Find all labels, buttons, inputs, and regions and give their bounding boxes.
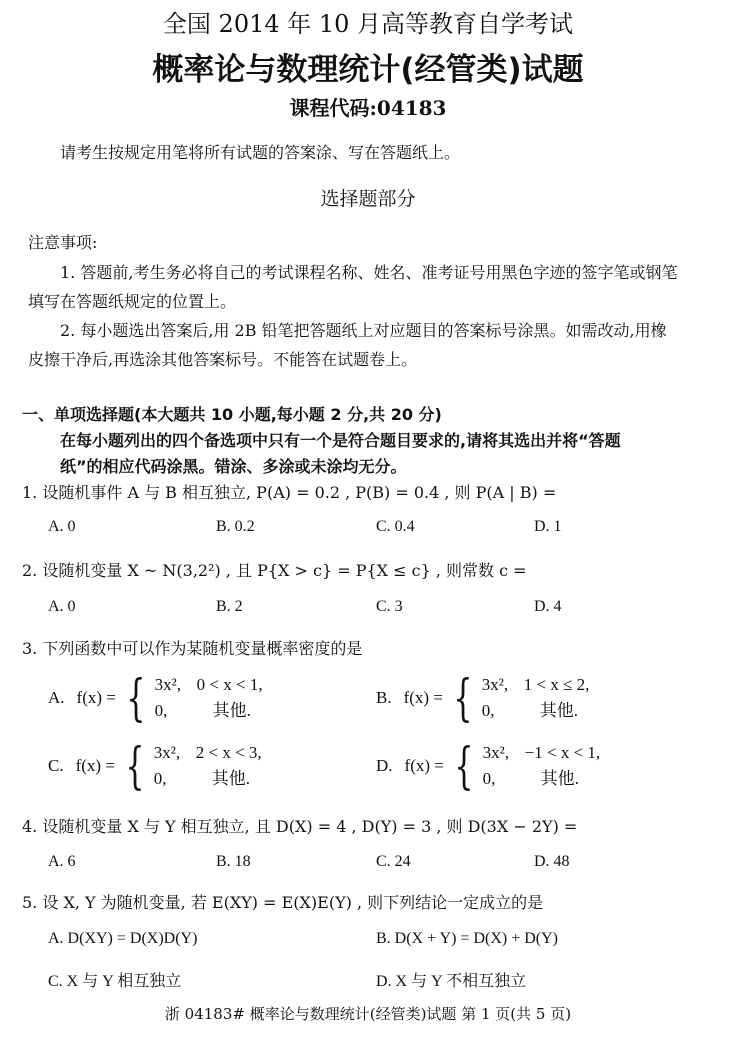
brace-icon: { [126,669,146,727]
q5-option-a: A. D(XY) = D(X)D(Y) [48,930,198,947]
note-2-line-2: 皮擦干净后,再选涂其他答案标号。不能答在试题卷上。 [28,350,418,369]
q3-option-b [376,669,590,727]
brace-icon: { [125,737,145,795]
q1-option-a: A. 0 [48,518,76,535]
q2-option-b: B. 2 [216,598,243,615]
q3-b-case1-cond: 1 < x ≤ 2, [523,675,590,694]
page-footer: 浙 04183# 概率论与数理统计(经管类)试题 第 1 页(共 5 页) [164,1005,572,1023]
q3-c-case1-expr: 3x², [153,743,181,762]
q3-b-case2-cond: 其他. [539,701,578,720]
q5-option-d: D. X 与 Y 不相互独立 [376,973,527,990]
part1-desc-line-2: 纸”的相应代码涂黑。错涂、多涂或未涂均无分。 [60,457,407,476]
q3-c-label: C. [48,756,64,775]
q2-option-a: A. 0 [48,598,76,615]
q5-option-b: B. D(X + Y) = D(X) + D(Y) [376,930,558,947]
q3-option-c [48,737,262,795]
q5-option-c: C. X 与 Y 相互独立 [48,973,182,990]
q3-c-case1-cond: 2 < x < 3, [195,743,262,762]
section-title: 选择题部分 [320,188,416,210]
q3-b-case2-expr: 0, [481,701,495,720]
instruction: 请考生按规定用笔将所有试题的答案涂、写在答题纸上。 [60,143,461,162]
q3-c-func: f(x) = [75,756,115,775]
note-1-line-2: 填写在答题纸规定的位置上。 [28,292,237,311]
q3-c-case2-expr: 0, [153,769,167,788]
q3-option-a [48,669,263,727]
course-code: 课程代码:04183 [289,96,447,120]
paper-title: 概率论与数理统计(经管类)试题 [152,52,584,88]
q3-b-case1-expr: 3x², [481,675,509,694]
note-1-line-1: 1. 答题前,考生务必将自己的考试课程名称、姓名、准考证号用黑色字迹的签字笔或钢笔 [60,263,678,282]
q1-option-c: C. 0.4 [376,518,415,535]
part1-desc-line-1: 在每小题列出的四个备选项中只有一个是符合题目要求的,请将其选出并将“答题 [60,431,621,450]
q4-stem: 4. 设随机变量 X 与 Y 相互独立, 且 D(X) = 4 , D(Y) = 3 , 则 D(3X − 2Y) = [22,817,578,836]
q3-d-case1-cond: −1 < x < 1, [524,743,601,762]
q4-option-a: A. 6 [48,853,76,870]
q2-option-d: D. 4 [534,598,562,615]
q1-option-b: B. 0.2 [216,518,255,535]
q3-a-func: f(x) = [76,688,116,707]
part1-heading: 一、单项选择题(本大题共 10 小题,每小题 2 分,共 20 分) [22,405,442,424]
q3-d-case1-expr: 3x², [482,743,510,762]
brace-icon: { [454,737,474,795]
q1-option-d: D. 1 [534,518,562,535]
note-2-line-1: 2. 每小题选出答案后,用 2B 铅笔把答题纸上对应题目的答案标号涂黑。如需改动,用橡 [60,321,667,340]
q5-stem: 5. 设 X, Y 为随机变量, 若 E(XY) = E(X)E(Y) , 则下列结论一定成立的是 [22,893,544,912]
q4-option-b: B. 18 [216,853,251,870]
q4-option-d: D. 48 [534,853,570,870]
q3-a-case2-cond: 其他. [212,701,251,720]
q3-b-label: B. [376,688,392,707]
brace-icon: { [453,669,473,727]
q3-d-case2-cond: 其他. [540,769,579,788]
q3-a-case1-cond: 0 < x < 1, [196,675,263,694]
q3-d-func: f(x) = [404,756,444,775]
q1-stem: 1. 设随机事件 A 与 B 相互独立, P(A) = 0.2 , P(B) = 0.4 , 则 P(A | B) = [22,483,557,502]
q3-b-func: f(x) = [403,688,443,707]
q2-option-c: C. 3 [376,598,403,615]
q3-c-case2-cond: 其他. [211,769,250,788]
q3-stem: 3. 下列函数中可以作为某随机变量概率密度的是 [22,639,363,658]
notes-heading: 注意事项: [28,233,98,252]
q3-option-d [376,737,601,795]
q2-stem: 2. 设随机变量 X ~ N(3,2²) , 且 P{X > c} = P{X ≤ c} , 则常数 c = [22,561,527,580]
q3-a-label: A. [48,688,65,707]
q3-a-case2-expr: 0, [154,701,168,720]
exam-title: 全国 2014 年 10 月高等教育自学考试 [162,10,574,38]
q3-d-label: D. [376,756,393,775]
q4-option-c: C. 24 [376,853,411,870]
q3-d-case2-expr: 0, [482,769,496,788]
q3-a-case1-expr: 3x², [154,675,182,694]
